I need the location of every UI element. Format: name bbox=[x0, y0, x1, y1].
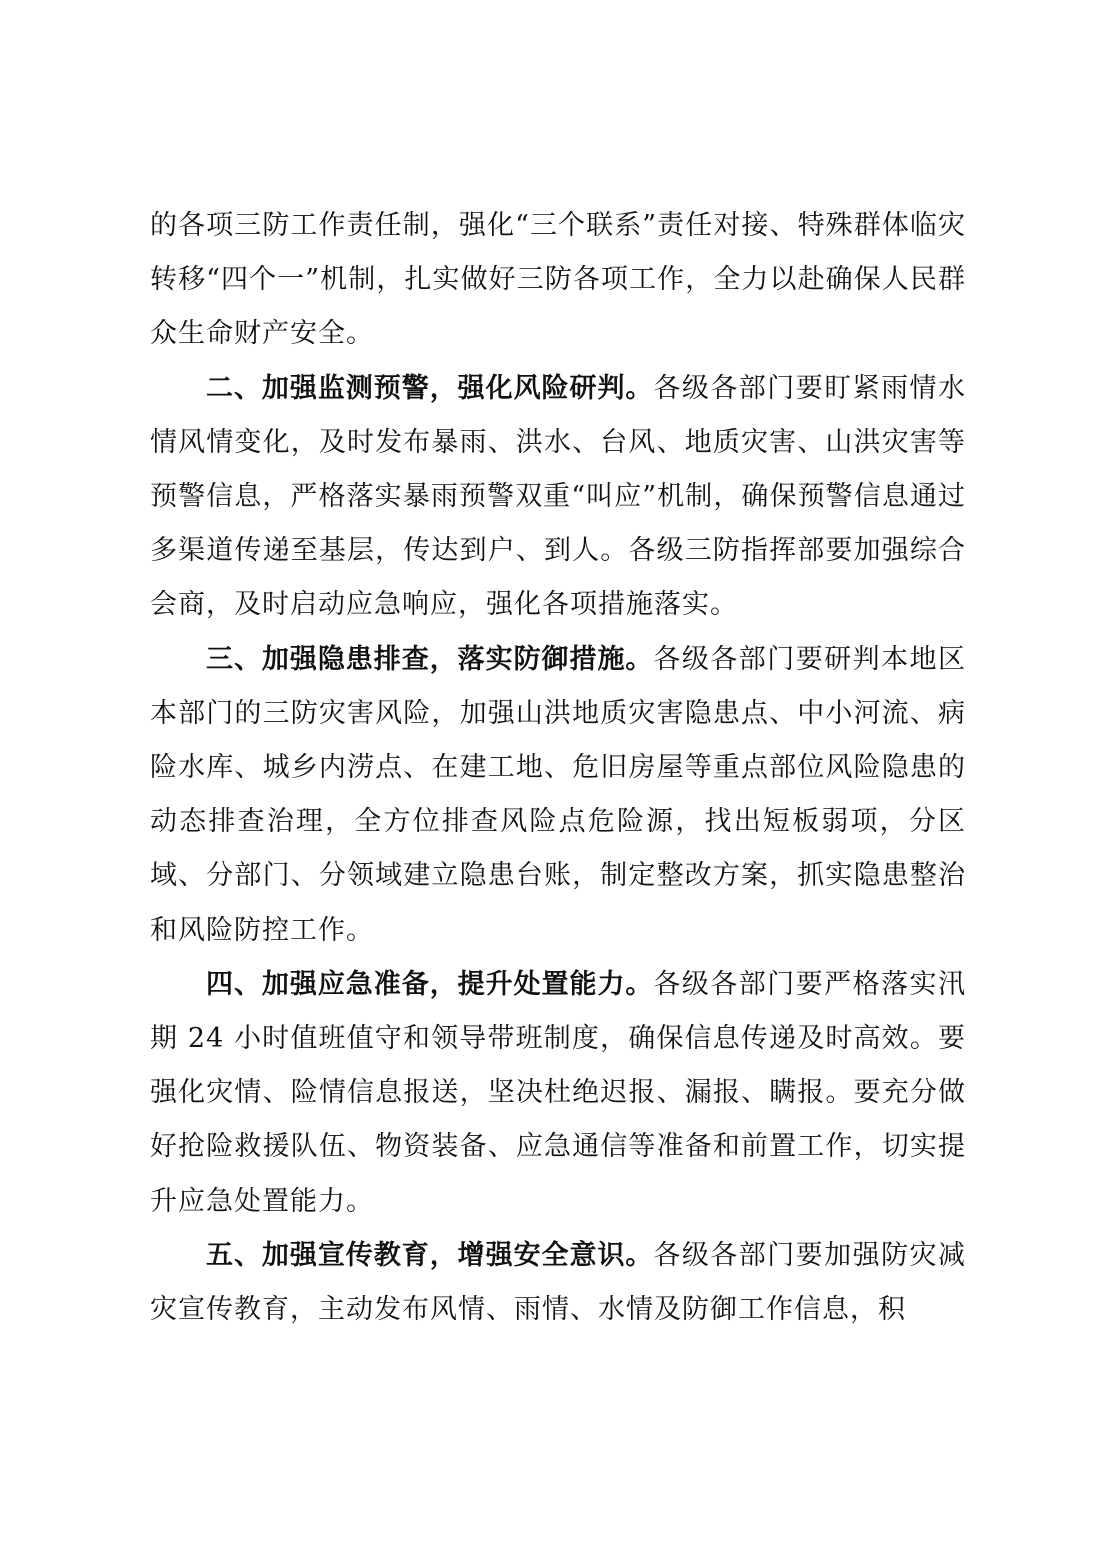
paragraph-body: 各级各部门要盯紧雨情水情风情变化，及时发布暴雨、洪水、台风、地质灾害、山洪灾害等预警信息，严格落实暴雨预警双重“叫应”机制，确保预警信息通过多渠道传递至基层，传达到户、到人。各级三防指挥部要加强综合会商，及时启动应急响应，强化各项措施落实。 bbox=[150, 372, 967, 621]
paragraph-body: 各级各部门要研判本地区本部门的三防灾害风险，加强山洪地质灾害隐患点、中小河流、病险水库、城乡内涝点、在建工地、危旧房屋等重点部位风险隐患的动态排查治理，全方位排查风险点危险源，找出短板弱项，分区域、分部门、分领域建立隐患台账，制定整改方案，抓实隐患整治和风险防控工作。 bbox=[150, 643, 967, 946]
paragraph-section-4 bbox=[150, 958, 966, 1229]
paragraph-body: 各级各部门要严格落实汛期 24 小时值班值守和领导带班制度，确保信息传递及时高效。要强化灾情、险情信息报送，坚决杜绝迟报、漏报、瞒报。要充分做好抢险救援队伍、物资装备、应急通信等准备和前置工作，切实提升应急处置能力。 bbox=[150, 968, 967, 1217]
paragraph-continuation bbox=[150, 199, 966, 362]
section-heading: 三、加强隐患排查，落实防御措施。 bbox=[206, 643, 654, 675]
paragraph-section-5 bbox=[150, 1229, 966, 1337]
paragraph-body: 各级各部门要加强防灾减灾宣传教育，主动发布风情、雨情、水情及防御工作信息，积 bbox=[150, 1239, 967, 1326]
paragraph-section-3 bbox=[150, 633, 966, 958]
paragraph-section-2 bbox=[150, 362, 966, 633]
section-heading: 四、加强应急准备，提升处置能力。 bbox=[206, 968, 654, 1000]
section-heading: 五、加强宣传教育，增强安全意识。 bbox=[206, 1239, 654, 1271]
paragraph-body: 的各项三防工作责任制，强化“三个联系”责任对接、特殊群体临灾转移“四个一”机制，扎实做好三防各项工作，全力以赴确保人民群众生命财产安全。 bbox=[150, 210, 966, 350]
section-heading: 二、加强监测预警，强化风险研判。 bbox=[206, 372, 654, 404]
document-body bbox=[150, 199, 966, 1337]
